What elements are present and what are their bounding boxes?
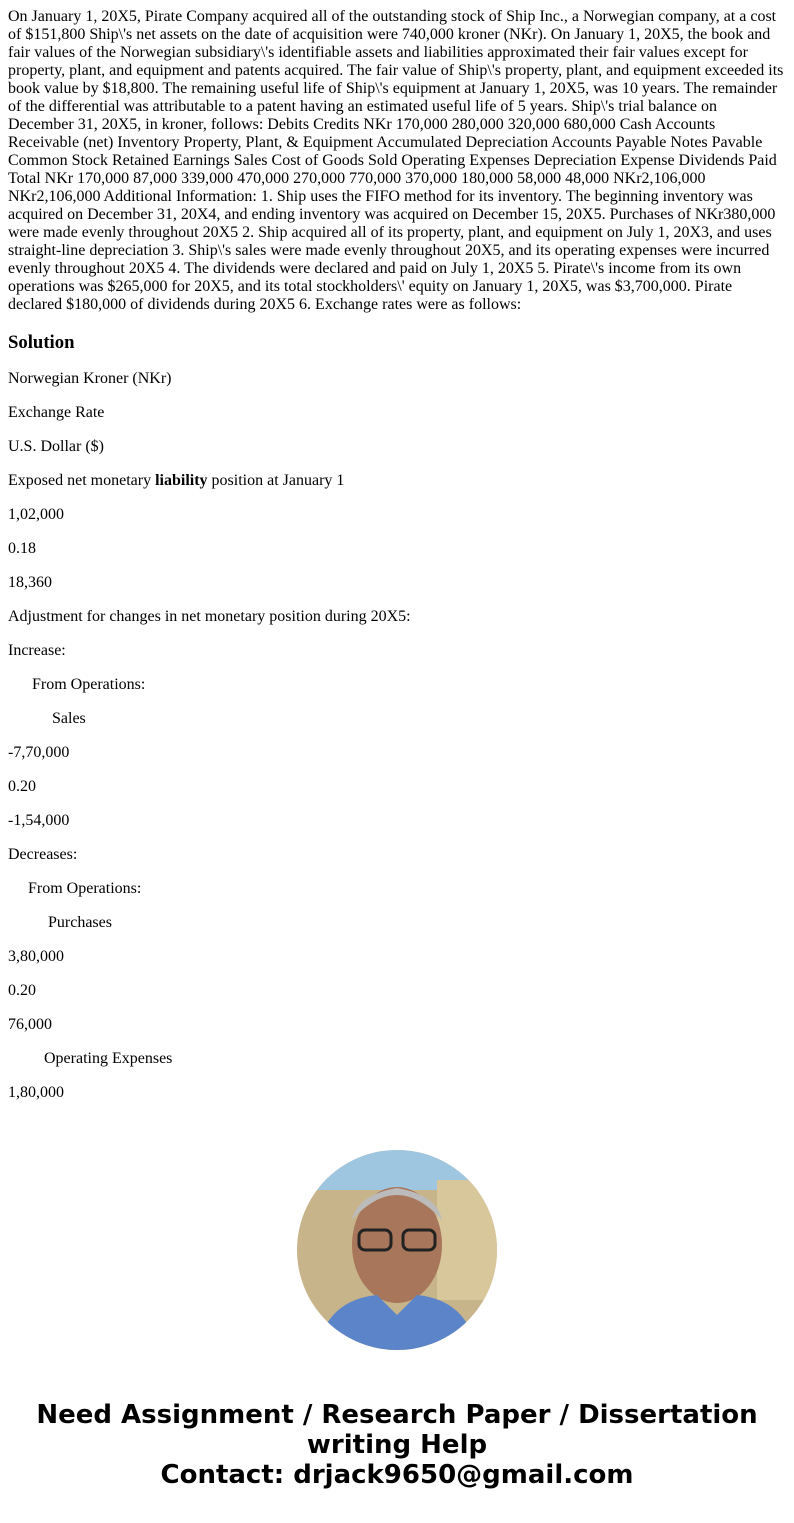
line bbox=[8, 472, 786, 490]
line: Increase: bbox=[8, 642, 66, 659]
line: 0.18 bbox=[8, 540, 36, 557]
avatar-container bbox=[8, 1150, 786, 1350]
line: 76,000 bbox=[8, 1016, 52, 1033]
line: Adjustment for changes in net monetary position during 20X5: bbox=[8, 608, 411, 625]
avatar bbox=[297, 1150, 497, 1350]
line: -7,70,000 bbox=[8, 744, 70, 761]
line: 1,02,000 bbox=[8, 506, 64, 523]
text: position at January 1 bbox=[207, 472, 345, 489]
line: 3,80,000 bbox=[8, 948, 64, 965]
solution-heading: Solution bbox=[8, 332, 75, 353]
bold-text: liability bbox=[155, 472, 208, 489]
line: Sales bbox=[52, 710, 86, 727]
footer-banner bbox=[8, 1400, 786, 1490]
line: U.S. Dollar ($) bbox=[8, 438, 104, 455]
line: 1,80,000 bbox=[8, 1084, 64, 1101]
text: Exposed net monetary bbox=[8, 472, 156, 489]
line: 0.20 bbox=[8, 982, 36, 999]
line: From Operations: bbox=[28, 880, 142, 897]
line: 0.20 bbox=[8, 778, 36, 795]
solution-body bbox=[8, 370, 786, 1102]
line: Exchange Rate bbox=[8, 404, 105, 421]
line: From Operations: bbox=[32, 676, 146, 693]
line: Purchases bbox=[48, 914, 112, 931]
footer-contact: Contact: drjack9650@gmail.com bbox=[160, 1460, 634, 1490]
question-text: On January 1, 20X5, Pirate Company acquired all of the outstanding stock of Ship Inc., a Norwegian company, at a cost of $151,800 Ship\'s net assets on the date of acquisition were 740,000 kroner (NKr). On January 1, 20X5, the book and fair values of the Norwegian subsidiary\'s identifiable assets and liabilities approximated their fair values except for property, plant, and equipment and patents acquired. The fair value of Ship\'s property, plant, and equipment exceeded its book value by $18,800. The remaining useful life of Ship\'s equipment at January 1, 20X5, was 10 years. The remainder of the differential was attributable to a patent having an estimated useful life of 5 years. Ship\'s trial balance on December 31, 20X5, in kroner, follows: Debits Credits NKr 170,000 280,000 320,000 680,000 Cash Accounts Receivable (net) Inventory Property, Plant, & Equipment Accumulated Depreciation Accounts Payable Notes Pavable Common Stock Retained Earnings Sales Cost of Goods Sold Operating Expenses Depreciation Expense Dividends Paid Total NKr 170,000 87,000 339,000 470,000 270,000 770,000 370,000 180,000 58,000 48,000 NKr2,106,000 NKr2,106,000 Additional Information: 1. Ship uses the FIFO method for its inventory. The beginning inventory was acquired on December 31, 20X4, and ending inventory was acquired on December 15, 20X5. Purchases of NKr380,000 were made evenly throughout 20X5 2. Ship acquired all of its property, plant, and equipment on July 1, 20X3, and uses straight-line depreciation 3. Ship\'s sales were made evenly throughout 20X5, and its operating expenses were incurred evenly throughout 20X5 4. The dividends were declared and paid on July 1, 20X5 5. Pirate\'s income from its own operations was $265,000 for 20X5, and its total stockholders\' equity on January 1, 20X5, was $3,700,000. Pirate declared $180,000 of dividends during 20X5 6. Exchange rates were as follows: bbox=[8, 8, 784, 313]
line: Norwegian Kroner (NKr) bbox=[8, 370, 172, 387]
line: 18,360 bbox=[8, 574, 52, 591]
line: -1,54,000 bbox=[8, 812, 70, 829]
footer-line: Need Assignment / Research Paper / Dissertation writing Help bbox=[36, 1400, 758, 1460]
line: Decreases: bbox=[8, 846, 78, 863]
line: Operating Expenses bbox=[44, 1050, 173, 1067]
